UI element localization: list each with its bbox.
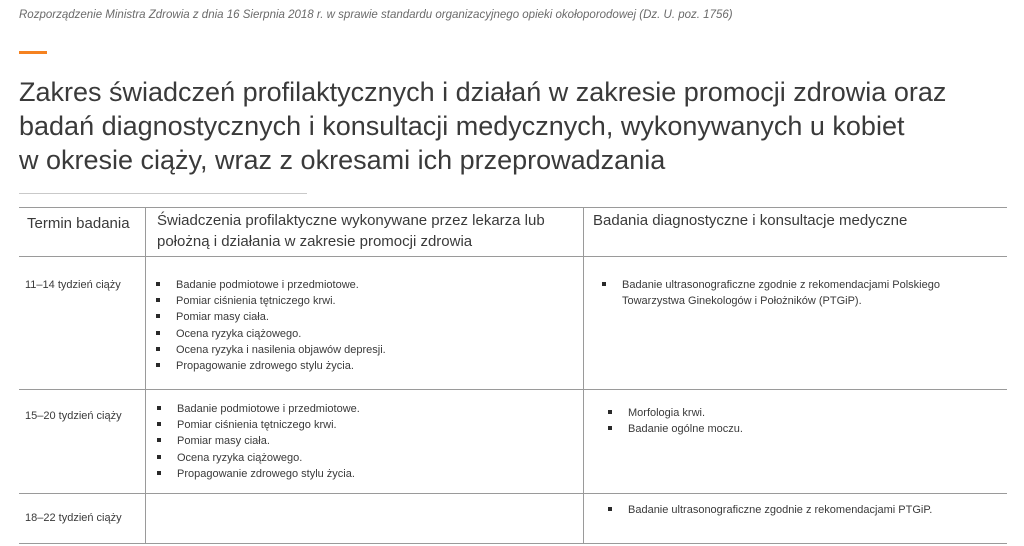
table-bottom-border [19, 543, 1007, 544]
column-divider [583, 207, 584, 544]
list-item: Badanie ultrasonograficzne zgodnie z rekomendacjami Polskiego Towarzystwa Ginekologów i Położników (PTGiP). [600, 277, 960, 309]
list-item: Morfologia krwi. [606, 405, 966, 421]
list-item: Ocena ryzyka i nasilenia objawów depresji. [154, 342, 579, 358]
list-item: Ocena ryzyka ciążowego. [155, 450, 580, 466]
list-item: Badanie ultrasonograficzne zgodnie z rekomendacjami PTGiP. [606, 502, 976, 518]
list-item: Pomiar masy ciała. [154, 309, 579, 325]
title-divider [19, 193, 307, 194]
diagnostic-list [600, 277, 960, 309]
row-term: 18–22 tydzień ciąży [25, 512, 122, 524]
header-term: Termin badania [27, 215, 130, 232]
list-item: Propagowanie zdrowego stylu życia. [155, 466, 580, 482]
row-term: 15–20 tydzień ciąży [25, 410, 122, 422]
header-diagnostic: Badania diagnostyczne i konsultacje medyczne [593, 212, 908, 229]
list-item: Pomiar ciśnienia tętniczego krwi. [154, 293, 579, 309]
list-item: Propagowanie zdrowego stylu życia. [154, 358, 579, 374]
title-line: badań diagnostycznych i konsultacji medycznych, wykonywanych u kobiet [19, 111, 905, 141]
column-divider [145, 207, 146, 544]
header-prophylactic: Świadczenia profilaktyczne wykonywane przez lekarza lub położną i działania w zakresie promocji zdrowia [157, 212, 545, 250]
row-border [19, 389, 1007, 390]
title-line: Zakres świadczeń profilaktycznych i działań w zakresie promocji zdrowia oraz [19, 77, 947, 107]
list-item: Pomiar ciśnienia tętniczego krwi. [155, 417, 580, 433]
slide-title [19, 75, 1009, 177]
title-line: w okresie ciąży, wraz z okresami ich przeprowadzania [19, 145, 666, 175]
list-item: Pomiar masy ciała. [155, 433, 580, 449]
row-border [19, 493, 1007, 494]
header-row-border [19, 256, 1007, 257]
diagnostic-list [606, 502, 976, 518]
diagnostic-list [606, 405, 966, 437]
row-term: 11–14 tydzień ciąży [25, 279, 121, 291]
prophylactic-list [154, 277, 579, 374]
list-item: Ocena ryzyka ciążowego. [154, 326, 579, 342]
source-citation: Rozporządzenie Ministra Zdrowia z dnia 16 Sierpnia 2018 r. w sprawie standardu organizacyjnego opieki okołoporodowej (Dz. U. poz. 1756) [19, 9, 733, 21]
table-top-border [19, 207, 1007, 208]
prophylactic-list [155, 401, 580, 482]
list-item: Badanie podmiotowe i przedmiotowe. [155, 401, 580, 417]
list-item: Badanie podmiotowe i przedmiotowe. [154, 277, 579, 293]
accent-bar [19, 51, 47, 54]
list-item: Badanie ogólne moczu. [606, 421, 966, 437]
